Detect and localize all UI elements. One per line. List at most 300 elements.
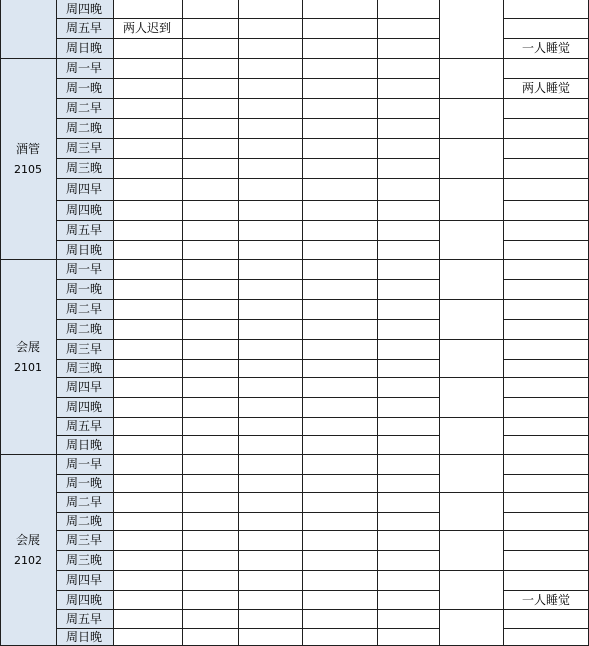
- record-cell[interactable]: [113, 240, 182, 259]
- merged-record-cell[interactable]: [439, 299, 503, 339]
- grid-line: [503, 0, 504, 646]
- record-cell[interactable]: [302, 240, 377, 259]
- record-cell[interactable]: [182, 628, 238, 646]
- record-cell[interactable]: [377, 417, 439, 435]
- grid-line: [439, 220, 504, 221]
- grid-line: [0, 0, 1, 646]
- record-cell[interactable]: [238, 339, 302, 359]
- record-cell[interactable]: [302, 550, 377, 570]
- grid-line: [503, 339, 589, 340]
- record-cell[interactable]: [238, 628, 302, 646]
- record-cell[interactable]: [113, 38, 182, 58]
- grid-line: [439, 299, 504, 300]
- record-cell[interactable]: [113, 78, 182, 98]
- merged-record-cell[interactable]: [439, 570, 503, 609]
- record-cell[interactable]: [503, 259, 588, 279]
- record-cell[interactable]: [377, 158, 439, 178]
- record-cell[interactable]: [302, 220, 377, 240]
- record-cell[interactable]: [377, 397, 439, 417]
- record-cell[interactable]: [377, 377, 439, 397]
- record-cell[interactable]: [113, 259, 182, 279]
- grid-line: [439, 377, 504, 378]
- record-cell[interactable]: [238, 18, 302, 38]
- record-cell[interactable]: [238, 118, 302, 138]
- day-cell: 周三早: [56, 530, 113, 550]
- record-cell[interactable]: [238, 299, 302, 319]
- grid-line: [503, 200, 589, 201]
- record-cell[interactable]: [238, 0, 302, 18]
- record-cell[interactable]: [503, 359, 588, 377]
- day-cell: 周五早: [56, 417, 113, 435]
- record-cell[interactable]: [113, 435, 182, 454]
- record-cell[interactable]: [503, 570, 588, 590]
- record-cell[interactable]: [377, 240, 439, 259]
- record-cell[interactable]: [302, 58, 377, 78]
- record-cell[interactable]: [302, 474, 377, 492]
- record-cell[interactable]: [182, 435, 238, 454]
- record-cell[interactable]: [503, 550, 588, 570]
- record-cell[interactable]: [113, 454, 182, 474]
- grid-line: [439, 609, 504, 610]
- record-cell[interactable]: [302, 492, 377, 512]
- grid-line: [0, 58, 57, 59]
- record-cell[interactable]: [503, 609, 588, 628]
- record-cell[interactable]: [377, 530, 439, 550]
- record-cell[interactable]: [503, 512, 588, 530]
- record-cell[interactable]: [238, 474, 302, 492]
- class-name: 会展: [15, 339, 40, 354]
- merged-record-cell[interactable]: [439, 178, 503, 220]
- grid-line: [439, 178, 504, 179]
- record-cell[interactable]: [182, 18, 238, 38]
- grid-line: [503, 259, 589, 260]
- record-cell[interactable]: [182, 609, 238, 628]
- record-cell[interactable]: [377, 609, 439, 628]
- record-cell[interactable]: [113, 359, 182, 377]
- record-cell[interactable]: [503, 299, 588, 319]
- day-cell: 周四早: [56, 570, 113, 590]
- record-cell[interactable]: [302, 200, 377, 220]
- record-cell[interactable]: [113, 397, 182, 417]
- record-cell[interactable]: [182, 570, 238, 590]
- grid-line: [439, 339, 504, 340]
- record-cell[interactable]: [238, 240, 302, 259]
- record-cell[interactable]: [182, 58, 238, 78]
- class-number: 2105: [14, 162, 42, 176]
- record-cell[interactable]: [113, 220, 182, 240]
- grid-line: [56, 0, 57, 646]
- record-cell[interactable]: [238, 178, 302, 200]
- grid-line: [503, 550, 589, 551]
- record-cell[interactable]: [238, 454, 302, 474]
- record-cell[interactable]: [238, 279, 302, 299]
- grid-line: [503, 512, 589, 513]
- grid-line: [439, 570, 504, 571]
- class-cell: [0, 58, 56, 259]
- record-cell[interactable]: [113, 628, 182, 646]
- record-cell[interactable]: [113, 158, 182, 178]
- grid-line: [439, 492, 504, 493]
- record-cell[interactable]: [302, 609, 377, 628]
- day-cell: 周二早: [56, 299, 113, 319]
- record-cell[interactable]: [302, 454, 377, 474]
- grid-line: [503, 58, 589, 59]
- record-cell[interactable]: [113, 570, 182, 590]
- record-cell[interactable]: [377, 38, 439, 58]
- day-cell: 周四晚: [56, 397, 113, 417]
- record-cell[interactable]: [182, 78, 238, 98]
- record-cell[interactable]: [302, 570, 377, 590]
- record-cell[interactable]: [377, 138, 439, 158]
- grid-line: [503, 138, 589, 139]
- record-cell[interactable]: [503, 18, 588, 38]
- record-cell[interactable]: [377, 178, 439, 200]
- record-cell[interactable]: [113, 492, 182, 512]
- grid-line: [503, 359, 589, 360]
- record-cell[interactable]: [238, 98, 302, 118]
- record-cell[interactable]: [182, 240, 238, 259]
- grid-line: [503, 18, 589, 19]
- day-cell: 周一晚: [56, 279, 113, 299]
- record-cell[interactable]: [238, 319, 302, 339]
- record-cell[interactable]: [113, 512, 182, 530]
- grid-line: [503, 628, 589, 629]
- record-cell[interactable]: [182, 279, 238, 299]
- record-cell[interactable]: [238, 377, 302, 397]
- record-cell[interactable]: [377, 359, 439, 377]
- record-cell[interactable]: [238, 200, 302, 220]
- record-cell[interactable]: [238, 570, 302, 590]
- record-cell[interactable]: [182, 200, 238, 220]
- grid-line: [302, 0, 303, 646]
- grid-line: [503, 78, 589, 79]
- grid-line: [503, 38, 589, 39]
- record-cell[interactable]: [377, 512, 439, 530]
- record-cell[interactable]: [238, 359, 302, 377]
- record-cell[interactable]: [113, 609, 182, 628]
- grid-line: [439, 530, 504, 531]
- record-cell[interactable]: [182, 0, 238, 18]
- grid-line: [503, 417, 589, 418]
- merged-record-cell[interactable]: [439, 339, 503, 377]
- record-cell[interactable]: [182, 38, 238, 58]
- record-cell[interactable]: [377, 200, 439, 220]
- record-cell[interactable]: [503, 417, 588, 435]
- record-cell[interactable]: [113, 138, 182, 158]
- record-cell[interactable]: [377, 0, 439, 18]
- record-cell[interactable]: [377, 435, 439, 454]
- record-cell[interactable]: [238, 435, 302, 454]
- record-cell[interactable]: [503, 220, 588, 240]
- record-cell[interactable]: [377, 279, 439, 299]
- record-cell[interactable]: [182, 550, 238, 570]
- record-cell[interactable]: [503, 98, 588, 118]
- record-cell[interactable]: [302, 279, 377, 299]
- record-cell[interactable]: [182, 474, 238, 492]
- record-cell[interactable]: [503, 530, 588, 550]
- grid-line: [439, 417, 504, 418]
- record-cell[interactable]: [302, 259, 377, 279]
- record-cell[interactable]: [503, 397, 588, 417]
- grid-line: [503, 492, 589, 493]
- record-cell[interactable]: [377, 118, 439, 138]
- record-cell[interactable]: [182, 178, 238, 200]
- record-cell[interactable]: [377, 259, 439, 279]
- grid-line: [503, 178, 589, 179]
- record-cell[interactable]: [302, 299, 377, 319]
- merged-record-cell[interactable]: [439, 417, 503, 454]
- record-cell[interactable]: [503, 200, 588, 220]
- record-cell[interactable]: [302, 417, 377, 435]
- record-cell[interactable]: [377, 339, 439, 359]
- class-number: 2102: [14, 554, 42, 567]
- class-number: 2101: [14, 360, 42, 374]
- record-cell[interactable]: 一人睡觉: [521, 41, 570, 55]
- grid-line: [113, 0, 114, 646]
- record-cell[interactable]: [113, 590, 182, 609]
- record-cell[interactable]: [377, 58, 439, 78]
- record-cell[interactable]: [503, 377, 588, 397]
- class-cell: [0, 259, 56, 454]
- record-cell[interactable]: [302, 38, 377, 58]
- record-cell[interactable]: [377, 220, 439, 240]
- record-cell[interactable]: 一人睡觉: [521, 592, 570, 607]
- grid-line: [0, 259, 57, 260]
- grid-line: [238, 0, 239, 646]
- record-cell[interactable]: [377, 570, 439, 590]
- record-cell[interactable]: [377, 18, 439, 38]
- day-cell: 周五早: [56, 609, 113, 628]
- record-cell[interactable]: [377, 319, 439, 339]
- record-cell[interactable]: [113, 474, 182, 492]
- record-cell[interactable]: [238, 492, 302, 512]
- record-cell[interactable]: [113, 98, 182, 118]
- record-cell[interactable]: [503, 339, 588, 359]
- record-cell[interactable]: [238, 530, 302, 550]
- day-cell: 周一晚: [56, 78, 113, 98]
- merged-record-cell[interactable]: [439, 454, 503, 492]
- grid-line: [503, 279, 589, 280]
- record-cell[interactable]: [302, 178, 377, 200]
- record-cell[interactable]: [113, 58, 182, 78]
- record-cell[interactable]: [503, 118, 588, 138]
- grid-line: [503, 609, 589, 610]
- day-cell: 周一早: [56, 259, 113, 279]
- grid-line: [503, 474, 589, 475]
- record-cell[interactable]: [302, 0, 377, 18]
- record-cell[interactable]: [182, 220, 238, 240]
- record-cell[interactable]: [302, 512, 377, 530]
- record-cell[interactable]: [302, 18, 377, 38]
- day-cell: 周一晚: [56, 474, 113, 492]
- record-cell[interactable]: [182, 319, 238, 339]
- record-cell[interactable]: [238, 417, 302, 435]
- record-cell[interactable]: [302, 98, 377, 118]
- record-cell[interactable]: [113, 417, 182, 435]
- grid-line: [503, 299, 589, 300]
- record-cell[interactable]: [377, 628, 439, 646]
- record-cell[interactable]: [503, 240, 588, 259]
- record-cell[interactable]: [113, 118, 182, 138]
- record-cell[interactable]: [503, 178, 588, 200]
- day-cell: 周二晚: [56, 118, 113, 138]
- record-cell[interactable]: [377, 299, 439, 319]
- record-cell[interactable]: [113, 178, 182, 200]
- record-cell[interactable]: [377, 454, 439, 474]
- record-cell[interactable]: [113, 0, 182, 18]
- merged-record-cell[interactable]: [439, 609, 503, 646]
- record-cell[interactable]: [182, 359, 238, 377]
- record-cell[interactable]: [503, 492, 588, 512]
- record-cell[interactable]: [238, 512, 302, 530]
- record-cell[interactable]: [238, 158, 302, 178]
- record-cell[interactable]: [302, 397, 377, 417]
- record-cell[interactable]: [503, 138, 588, 158]
- merged-record-cell[interactable]: [439, 492, 503, 530]
- record-cell[interactable]: [182, 512, 238, 530]
- record-cell[interactable]: [182, 158, 238, 178]
- class-cell-partial: [0, 0, 56, 58]
- record-cell[interactable]: [182, 417, 238, 435]
- record-cell[interactable]: [302, 138, 377, 158]
- record-cell[interactable]: [238, 220, 302, 240]
- day-cell: 周二晚: [56, 319, 113, 339]
- day-cell: 周日晚: [56, 240, 113, 259]
- record-cell[interactable]: [238, 138, 302, 158]
- record-cell[interactable]: [182, 138, 238, 158]
- grid-line: [503, 590, 589, 591]
- record-cell[interactable]: [503, 158, 588, 178]
- record-cell[interactable]: [182, 492, 238, 512]
- record-cell[interactable]: [377, 474, 439, 492]
- merged-record-cell[interactable]: [439, 0, 503, 58]
- record-cell[interactable]: [302, 339, 377, 359]
- record-cell[interactable]: [302, 118, 377, 138]
- record-cell[interactable]: [238, 58, 302, 78]
- record-cell[interactable]: [182, 590, 238, 609]
- record-cell[interactable]: [302, 359, 377, 377]
- record-cell[interactable]: [302, 377, 377, 397]
- record-cell[interactable]: [377, 590, 439, 609]
- record-cell[interactable]: [503, 454, 588, 474]
- record-cell[interactable]: [503, 628, 588, 646]
- record-cell[interactable]: [238, 259, 302, 279]
- record-cell[interactable]: [238, 38, 302, 58]
- day-cell: 周二早: [56, 492, 113, 512]
- record-cell[interactable]: [503, 0, 588, 18]
- day-cell: 周二早: [56, 98, 113, 118]
- grid-line: [503, 530, 589, 531]
- record-cell[interactable]: [182, 118, 238, 138]
- merged-record-cell[interactable]: [439, 138, 503, 178]
- merged-record-cell[interactable]: [439, 98, 503, 138]
- grid-line: [439, 0, 440, 646]
- record-cell[interactable]: 两人睡觉: [521, 81, 570, 95]
- record-cell[interactable]: [377, 492, 439, 512]
- record-cell[interactable]: [182, 98, 238, 118]
- grid-line: [439, 259, 504, 260]
- record-cell[interactable]: [377, 550, 439, 570]
- record-cell[interactable]: [503, 474, 588, 492]
- merged-record-cell[interactable]: [439, 530, 503, 570]
- record-cell[interactable]: 两人迟到: [123, 21, 172, 35]
- day-cell: 周四晚: [56, 590, 113, 609]
- day-cell: 周二晚: [56, 512, 113, 530]
- class-name: 会展: [15, 533, 40, 547]
- merged-record-cell[interactable]: [439, 58, 503, 98]
- day-cell: 周三晚: [56, 158, 113, 178]
- record-cell[interactable]: [113, 279, 182, 299]
- grid-line: [503, 98, 589, 99]
- record-cell[interactable]: [113, 377, 182, 397]
- record-cell[interactable]: [238, 609, 302, 628]
- day-cell: 周日晚: [56, 38, 113, 58]
- record-cell[interactable]: [377, 78, 439, 98]
- record-cell[interactable]: [182, 530, 238, 550]
- grid-line: [503, 158, 589, 159]
- record-cell[interactable]: [302, 435, 377, 454]
- record-cell[interactable]: [182, 397, 238, 417]
- grid-line: [503, 454, 589, 455]
- day-cell: 周五早: [56, 220, 113, 240]
- record-cell[interactable]: [377, 98, 439, 118]
- record-cell[interactable]: [113, 530, 182, 550]
- record-cell[interactable]: [302, 628, 377, 646]
- grid-line: [439, 138, 504, 139]
- record-cell[interactable]: [113, 319, 182, 339]
- record-cell[interactable]: [302, 78, 377, 98]
- grid-line: [0, 454, 57, 455]
- grid-line: [439, 58, 504, 59]
- record-cell[interactable]: [113, 200, 182, 220]
- record-cell[interactable]: [302, 158, 377, 178]
- grid-line: [439, 454, 504, 455]
- record-cell[interactable]: [302, 319, 377, 339]
- grid-line: [503, 377, 589, 378]
- record-cell[interactable]: [238, 397, 302, 417]
- record-cell[interactable]: [113, 299, 182, 319]
- day-cell: 周四晚: [56, 0, 113, 18]
- day-cell: 周五早: [56, 18, 113, 38]
- record-cell[interactable]: [503, 435, 588, 454]
- record-cell[interactable]: [302, 590, 377, 609]
- class-cell: [0, 454, 56, 646]
- record-cell[interactable]: [238, 550, 302, 570]
- record-cell[interactable]: [113, 339, 182, 359]
- merged-record-cell[interactable]: [439, 220, 503, 259]
- grid-line: [503, 220, 589, 221]
- record-cell[interactable]: [503, 319, 588, 339]
- grid-line: [503, 435, 589, 436]
- record-cell[interactable]: [503, 58, 588, 78]
- grid-line: [503, 240, 589, 241]
- record-cell[interactable]: [113, 550, 182, 570]
- record-cell[interactable]: [503, 279, 588, 299]
- record-cell[interactable]: [182, 299, 238, 319]
- record-cell[interactable]: [182, 454, 238, 474]
- record-cell[interactable]: [182, 377, 238, 397]
- record-cell[interactable]: [302, 530, 377, 550]
- merged-record-cell[interactable]: [439, 259, 503, 299]
- day-cell: 周三早: [56, 138, 113, 158]
- grid-line: [503, 319, 589, 320]
- record-cell[interactable]: [182, 259, 238, 279]
- record-cell[interactable]: [238, 590, 302, 609]
- merged-record-cell[interactable]: [439, 377, 503, 417]
- day-cell: 周四早: [56, 377, 113, 397]
- record-cell[interactable]: [238, 78, 302, 98]
- record-cell[interactable]: [182, 339, 238, 359]
